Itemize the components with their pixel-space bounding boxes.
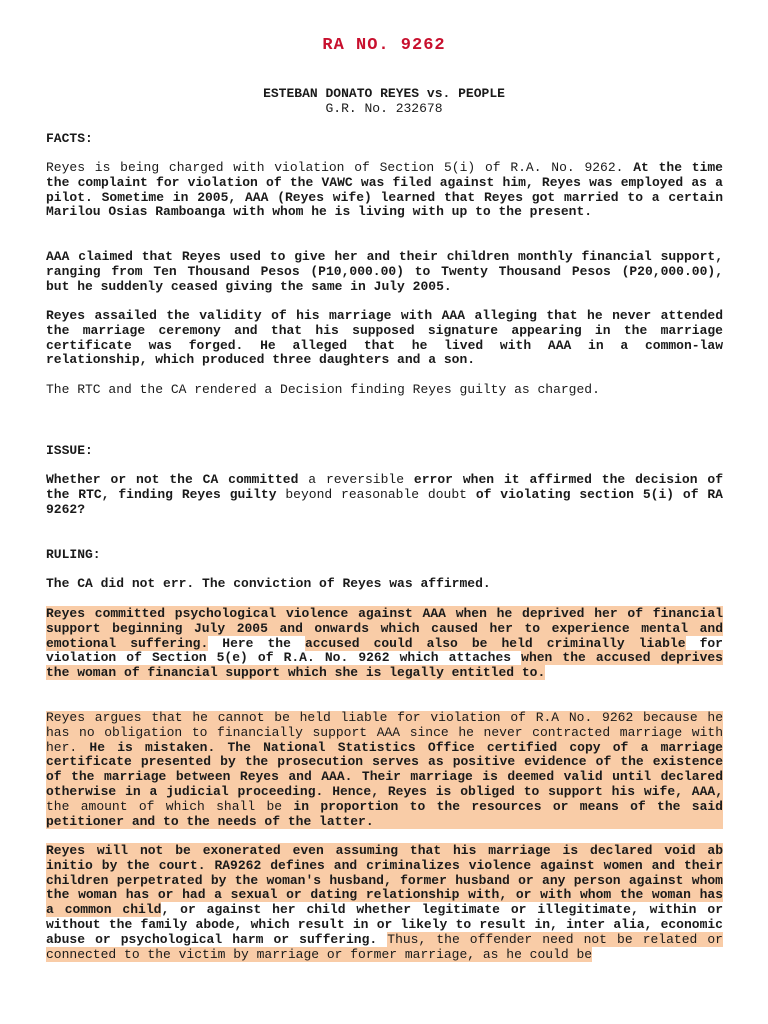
facts-heading: FACTS: <box>46 131 93 146</box>
case-title: ESTEBAN DONATO REYES vs. PEOPLE <box>263 86 505 101</box>
ruling-p2-seg-1: Here the <box>208 635 305 651</box>
facts-paragraph-1 <box>46 161 723 220</box>
issue-heading: ISSUE: <box>46 443 93 458</box>
ruling-paragraph-2 <box>46 607 723 681</box>
ruling-p4-seg-2 <box>377 932 387 947</box>
issue-seg-2: error when it affirmed the decision of the RTC, finding Reyes guilty <box>46 472 724 502</box>
ruling-p3-seg-4: in proportion to the resources or means of the said petitioner and to the needs of the latter. <box>46 798 723 829</box>
ruling-p4-highlight-1: Reyes will not be exonerated even assuming that his marriage is declared void ab initio by the court. RA9262 defines and criminalizes violence against women and their children perpetrated by the woman's husband, former husband or any person against whom the woman has or had a sexual or dating relationship with, or with whom the woman has a common child <box>46 843 723 918</box>
ruling-p3-seg-1: He is mistaken. The National Statistics Office certified copy of a marriage certificate presented by the prosecution serves as positive evidence of the existence of the marriage between Reyes and AAA. Their marriage is deemed valid until declared otherwise in a judicial proceeding. <box>46 739 723 799</box>
issue-seg-1: a reversible <box>308 472 414 487</box>
ruling-p3-seg-0: Reyes argues that he cannot be held liable for violation of R.A No. 9262 because he has no obligation to financially support AAA since he never contracted marriage with her. <box>46 710 723 755</box>
ruling-p4-highlight-2: Thus, the offender need not be related or connected to the victim by marriage or former marriage, as he could be <box>46 931 723 962</box>
facts-paragraph-3: Reyes assailed the validity of his marriage with AAA alleging that he never attended the marriage ceremony and that his supposed signature appearing in the marriage certificate was forged. He alleged that he lived with AAA in a common-law relationship, which produced three daughters and a son. <box>46 308 723 368</box>
facts-paragraph-2: AAA claimed that Reyes used to give her and their children monthly financial support, ranging from Ten Thousand Pesos (P10,000.00) to Twenty Thousand Pesos (P20,000.00), but he suddenly ceased giving the same in July 2005. <box>46 249 723 294</box>
ruling-p2-seg-3: for violation of Section 5(e) of R.A. No. 9262 which attaches <box>46 635 723 666</box>
ruling-heading: RULING: <box>46 547 101 562</box>
document-title: RA NO. 9262 <box>322 36 446 55</box>
ruling-p3-seg-3: the amount of which shall be <box>46 798 294 814</box>
ruling-p2-highlight-2: accused could also be held criminally liable <box>304 635 686 651</box>
facts-p1-seg-0: Reyes is being charged with violation of Section 5(i) of R.A. No. 9262. <box>46 160 634 175</box>
ruling-paragraph-4 <box>46 844 723 962</box>
facts-p1-seg-1: At the time the complaint for violation of the VAWC was filed against him, Reyes was employed as a pilot. Sometime in 2005, AAA (Reyes wife) learned that Reyes got married to a certain Marilou Osias Ramboanga with whom he is living with up to the present. <box>46 160 723 220</box>
ruling-p2-highlight-1: Reyes committed psychological violence against AAA when he deprived her of financial support beginning July 2005 and onwards which caused her to experience mental and emotional suffering. <box>46 606 723 651</box>
issue-paragraph <box>46 473 723 517</box>
case-number: G.R. No. 232678 <box>325 101 443 116</box>
ruling-p2-highlight-3: when the accused deprives the woman of financial support which she is legally entitled to. <box>46 650 723 681</box>
ruling-paragraph-3 <box>46 711 723 829</box>
issue-seg-4: of violating section 5(i) of RA 9262? <box>46 486 723 517</box>
ruling-paragraph-1: The CA did not err. The conviction of Reyes was affirmed. <box>46 576 491 591</box>
facts-paragraph-4: The RTC and the CA rendered a Decision finding Reyes guilty as charged. <box>46 382 600 397</box>
ruling-p4-seg-1: , or against her child whether legitimate or illegitimate, within or without the family abode, which result in or likely to result in, inter alia, economic abuse or psychological harm or suffering. <box>46 902 723 947</box>
ruling-p3-seg-2: Hence, Reyes is obliged to support his wife, AAA, <box>323 783 723 799</box>
issue-seg-0: Whether or not the CA committed <box>46 472 309 487</box>
issue-seg-3: beyond reasonable doubt <box>285 486 476 502</box>
